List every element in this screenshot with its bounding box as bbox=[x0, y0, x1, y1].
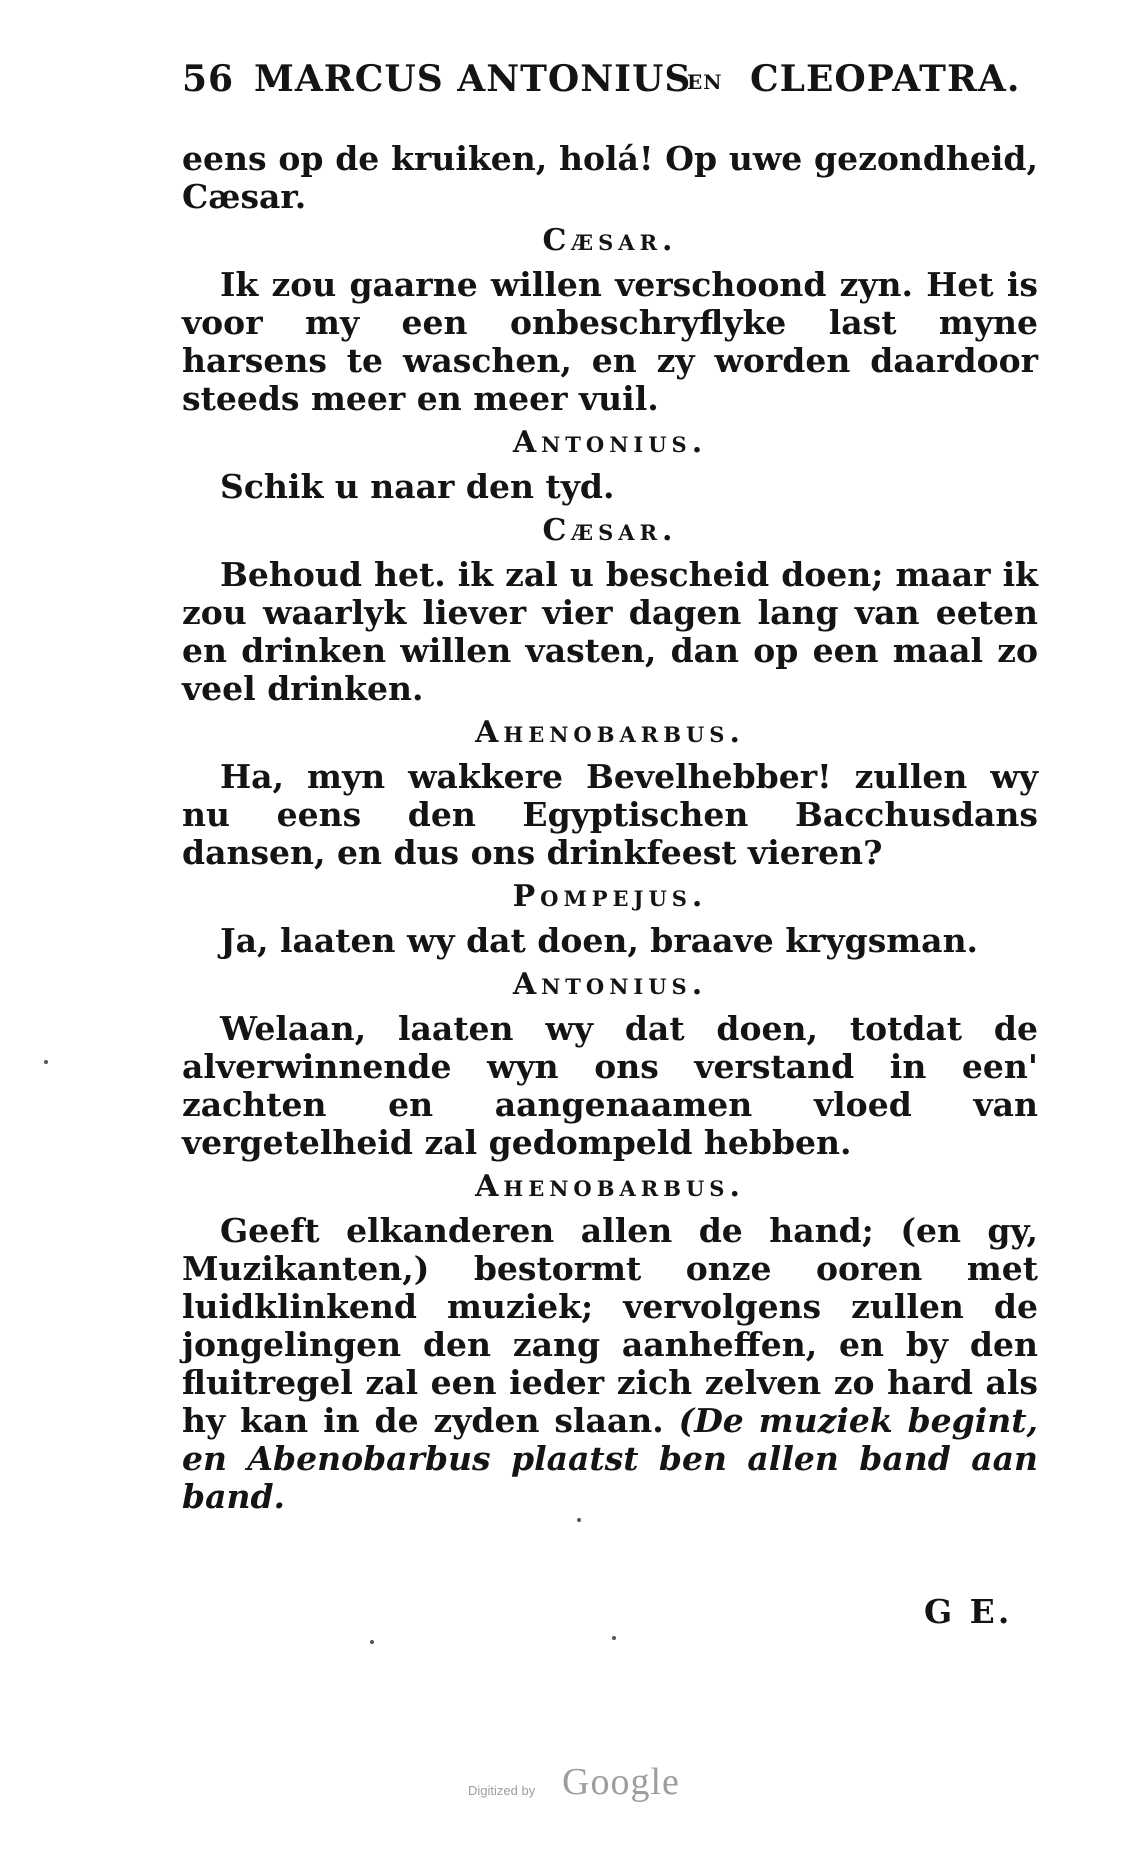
dialogue-line: eens op de kruiken, holá! Op uwe gezondheid, Cæsar. bbox=[182, 139, 1038, 216]
catchword: G E. bbox=[924, 1592, 1013, 1631]
speaker-name: Antonius. bbox=[512, 425, 708, 460]
dialogue-line: Schik u naar den tyd. bbox=[220, 467, 615, 506]
ink-speck bbox=[370, 1640, 374, 1644]
google-logo: Google bbox=[562, 1761, 680, 1803]
header-title-left: MARCUS ANTONIUS bbox=[254, 58, 692, 100]
speaker-name: Ahenobarbus. bbox=[475, 1169, 745, 1204]
speaker-name: Pompejus. bbox=[512, 879, 708, 914]
stage-direction: (De muziek begint, en Abenobarbus plaatst ben allen band aan band. bbox=[182, 1401, 1038, 1516]
page-number: 56 bbox=[182, 58, 235, 100]
watermark-prefix: Digitized by bbox=[468, 1783, 536, 1798]
ink-speck bbox=[577, 1518, 581, 1522]
speaker-name: Antonius. bbox=[512, 967, 708, 1002]
header-title-conjunction: EN bbox=[687, 70, 723, 94]
speaker-name: Ahenobarbus. bbox=[475, 715, 745, 750]
dialogue-line bbox=[182, 1212, 1038, 1516]
play-text bbox=[182, 140, 1038, 1522]
dialogue-text: Geeft elkanderen allen de hand; (en gy, Muzikanten,) bestormt onze ooren met luidklinkend muziek; vervolgens zullen de jongelingen den zang aanheffen, en by den fluitregel zal een ieder zich zelven zo hard als hy kan in de zyden slaan. bbox=[182, 1211, 1038, 1440]
dialogue-line: Behoud het. ik zal u bescheid doen; maar ik zou waarlyk liever vier dagen lang van eeten en drinken willen vasten, dan op een maal zo veel drinken. bbox=[182, 555, 1038, 708]
header-title-right: CLEOPATRA. bbox=[750, 58, 1021, 100]
ink-speck bbox=[44, 1060, 48, 1064]
speaker-name: Cæsar. bbox=[542, 513, 678, 548]
dialogue-line: Ja, laaten wy dat doen, braave krygsman. bbox=[220, 921, 979, 960]
speaker-name: Cæsar. bbox=[542, 223, 678, 258]
ink-speck bbox=[612, 1636, 616, 1640]
running-header bbox=[182, 52, 1032, 108]
dialogue-line: Welaan, laaten wy dat doen, totdat de alverwinnende wyn ons verstand in een' zachten en aangenaamen vloed van vergetelheid zal gedompeld hebben. bbox=[182, 1009, 1038, 1162]
dialogue-line: Ik zou gaarne willen verschoond zyn. Het is voor my een onbeschryflyke last myne harsens te waschen, en zy worden daardoor steeds meer en meer vuil. bbox=[182, 265, 1038, 418]
digitized-watermark bbox=[468, 1760, 708, 1803]
dialogue-line: Ha, myn wakkere Bevelhebber! zullen wy nu eens den Egyptischen Bacchusdans dansen, en dus ons drinkfeest vieren? bbox=[182, 757, 1038, 872]
